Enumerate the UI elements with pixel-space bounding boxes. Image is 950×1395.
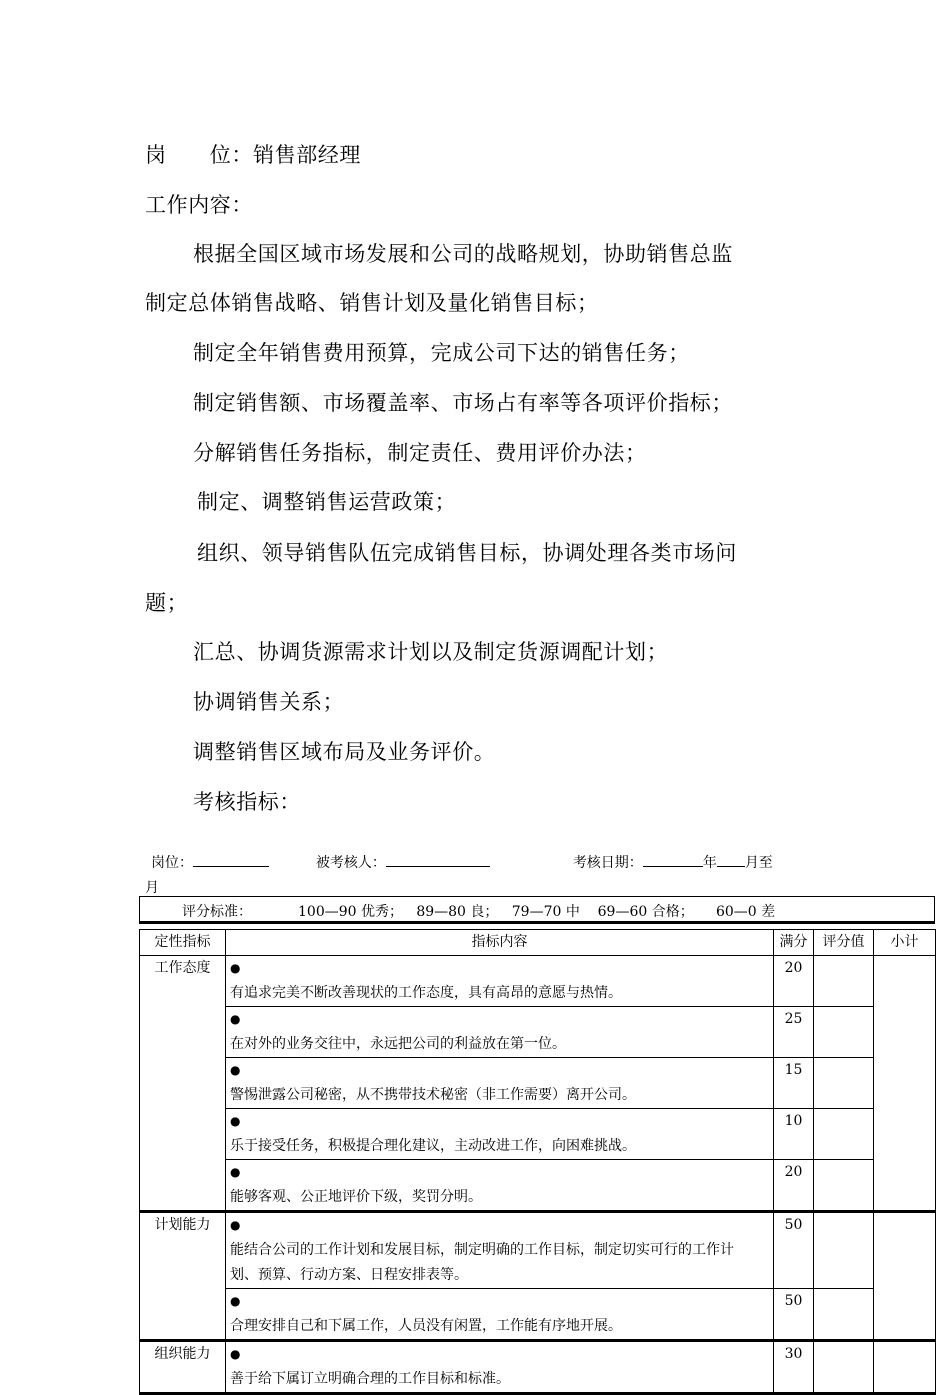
- table-row: [140, 1341, 936, 1394]
- header-subtotal: 小计: [874, 930, 936, 956]
- header-full-score: 满分: [774, 930, 814, 956]
- content-cell: [226, 1109, 774, 1160]
- assessment-indicators-label: 考核指标：: [193, 790, 301, 814]
- bullet-icon: ●: [230, 1347, 241, 1361]
- duty-line: 制定总体销售战略、销售计划及量化销售目标；: [145, 291, 599, 315]
- subtotal-cell[interactable]: [874, 956, 936, 1212]
- indicator-text: 合理安排自己和下属工作，人员没有闲置，工作能有序地开展。: [230, 1318, 622, 1334]
- month-to-label: 月至: [744, 855, 773, 871]
- indicator-text: 能结合公司的工作计划和发展目标，制定明确的工作目标，制定切实可行的工作计划、预算、行动方案、日程安排表等。: [230, 1242, 734, 1283]
- duty-line: 题；: [145, 591, 189, 615]
- content-cell: [226, 1341, 774, 1394]
- bullet-icon: ●: [230, 1165, 241, 1179]
- indicator-text: 善于给下属订立明确合理的工作目标和标准。: [230, 1371, 510, 1387]
- table-row: [140, 1212, 936, 1289]
- scoring-criteria-box: [139, 896, 935, 924]
- full-score-cell: 25: [774, 1007, 814, 1058]
- work-content-label: 工作内容：: [145, 193, 253, 217]
- duty-line: 协调销售关系；: [193, 690, 345, 714]
- table-header-row: [140, 930, 936, 956]
- assessee-blank[interactable]: [386, 851, 490, 867]
- full-score-cell: 20: [774, 1160, 814, 1212]
- indicator-text: 有追求完美不断改善现状的工作态度，具有高昂的意愿与热情。: [230, 985, 622, 1001]
- duty-line: 调整销售区域布局及业务评价。: [193, 740, 496, 764]
- evaluation-table: [139, 929, 936, 1395]
- full-score-cell: 15: [774, 1058, 814, 1109]
- category-cell: 计划能力: [140, 1212, 226, 1341]
- indicator-text: 能够客观、公正地评价下级，奖罚分明。: [230, 1189, 482, 1205]
- criteria-text: 100—90 优秀； 89—80 良； 79—70 中 69—60 合格； 60—0 差: [298, 904, 776, 920]
- subtotal-cell[interactable]: [874, 1341, 936, 1394]
- score-input-cell[interactable]: [814, 1109, 874, 1160]
- duty-line: 分解销售任务指标，制定责任、费用评价办法；: [193, 441, 647, 465]
- header-score: 评分值: [814, 930, 874, 956]
- bullet-icon: ●: [230, 1063, 241, 1077]
- position-value: 销售部经理: [253, 143, 361, 167]
- position-label: 岗 位：: [145, 143, 253, 167]
- assessment-date-label: 考核日期：: [572, 855, 643, 871]
- header-content: 指标内容: [226, 930, 774, 956]
- table-row: [140, 1289, 936, 1341]
- indicator-text: 在对外的业务交往中，永远把公司的利益放在第一位。: [230, 1036, 566, 1052]
- form-position-label: 岗位：: [151, 855, 193, 871]
- table-row: [140, 1058, 936, 1109]
- duty-line: 制定销售额、市场覆盖率、市场占有率等各项评价指标；: [193, 391, 733, 415]
- duty-line: 汇总、协调货源需求计划以及制定货源调配计划；: [193, 640, 669, 664]
- month-blank[interactable]: [717, 851, 745, 867]
- score-input-cell[interactable]: [814, 1212, 874, 1289]
- duty-line: 组织、领导销售队伍完成销售目标，协调处理各类市场问: [197, 541, 737, 565]
- score-input-cell[interactable]: [814, 956, 874, 1007]
- table-row: [140, 1007, 936, 1058]
- content-cell: [226, 1058, 774, 1109]
- position-blank[interactable]: [193, 851, 269, 867]
- bullet-icon: ●: [230, 1294, 241, 1308]
- content-cell: [226, 1289, 774, 1341]
- month-label: 月: [145, 880, 159, 896]
- full-score-cell: 50: [774, 1289, 814, 1341]
- bullet-icon: ●: [230, 1218, 241, 1232]
- score-input-cell[interactable]: [814, 1058, 874, 1109]
- year-label: 年: [702, 855, 717, 871]
- score-input-cell[interactable]: [814, 1160, 874, 1212]
- category-cell: 组织能力: [140, 1341, 226, 1394]
- full-score-cell: 50: [774, 1212, 814, 1289]
- content-cell: [226, 956, 774, 1007]
- duty-line: 制定、调整销售运营政策；: [197, 490, 457, 514]
- assessee-label: 被考核人：: [315, 855, 386, 871]
- table-row: [140, 1160, 936, 1212]
- content-cell: [226, 1007, 774, 1058]
- criteria-label: 评分标准：: [182, 904, 252, 920]
- bullet-icon: ●: [230, 1114, 241, 1128]
- score-input-cell[interactable]: [814, 1007, 874, 1058]
- full-score-cell: 30: [774, 1341, 814, 1394]
- content-cell: [226, 1212, 774, 1289]
- subtotal-cell[interactable]: [874, 1212, 936, 1341]
- indicator-text: 警惕泄露公司秘密，从不携带技术秘密（非工作需要）离开公司。: [230, 1087, 636, 1103]
- category-cell: 工作态度: [140, 956, 226, 1212]
- full-score-cell: 20: [774, 956, 814, 1007]
- score-input-cell[interactable]: [814, 1341, 874, 1394]
- indicator-text: 乐于接受任务，积极提合理化建议，主动改进工作，向困难挑战。: [230, 1138, 636, 1154]
- bullet-icon: ●: [230, 961, 241, 975]
- duty-line: 制定全年销售费用预算，完成公司下达的销售任务；: [193, 341, 690, 365]
- form-header: [151, 851, 773, 872]
- bullet-icon: ●: [230, 1012, 241, 1026]
- duty-line: 根据全国区域市场发展和公司的战略规划，协助销售总监: [193, 242, 733, 266]
- full-score-cell: 10: [774, 1109, 814, 1160]
- position-line: [145, 139, 361, 169]
- score-input-cell[interactable]: [814, 1289, 874, 1341]
- table-row: [140, 1109, 936, 1160]
- header-category: 定性指标: [140, 930, 226, 956]
- table-row: [140, 956, 936, 1007]
- year-blank[interactable]: [643, 851, 703, 867]
- content-cell: [226, 1160, 774, 1212]
